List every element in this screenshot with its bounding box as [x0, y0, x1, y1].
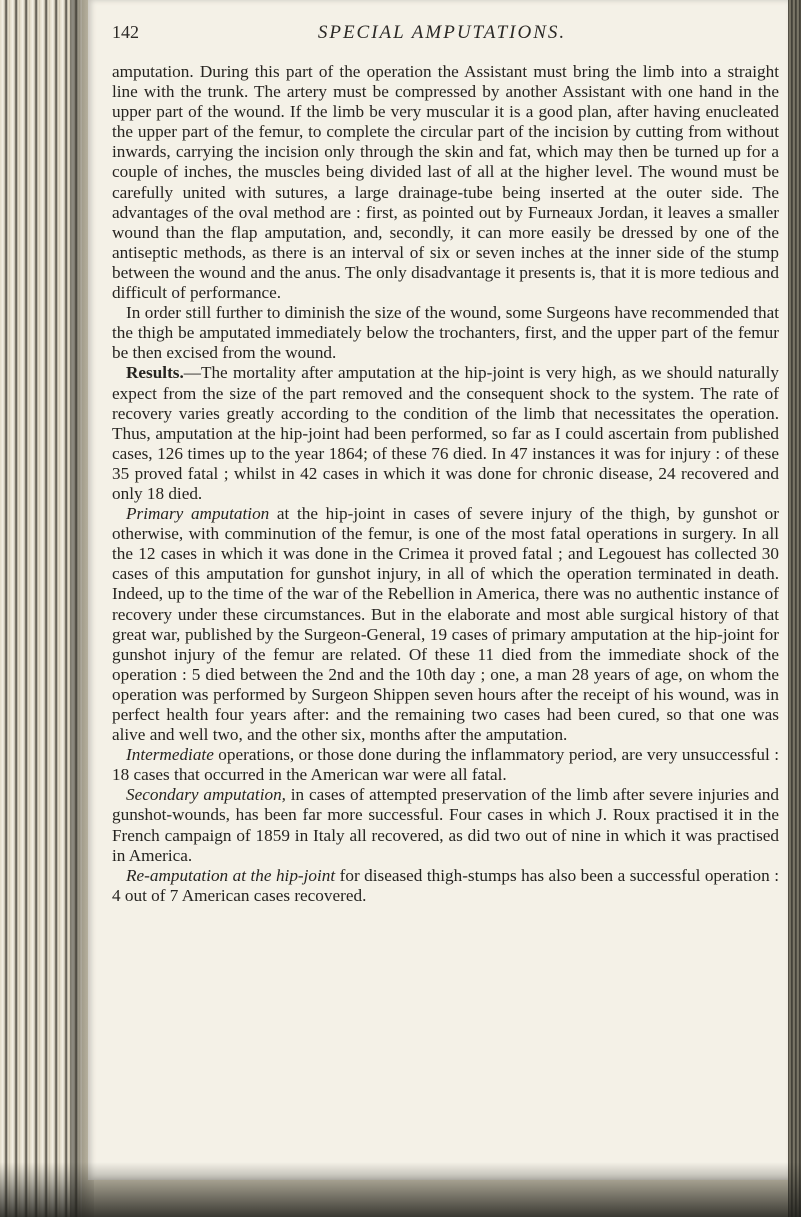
paragraph-text: amputation. During this part of the operation the Assistant must bring the limb into a straight line with the trunk. The artery must be compressed by another Assistant with one hand in the upper part of the wound. If the limb be very muscular it is a good plan, after having enucleated the upper part of the femur, to complete the circular part of the incision by cutting from without inwards, carrying the incision only through the skin and fat, which may then be turned up for a couple of inches, the muscles being divided last of all at the higher level. The wound must be carefully united with sutures, a large drainage-tube being inserted at the outer side. The advantages of the oval method are : first, as pointed out by Furneaux Jordan, it leaves a smaller wound than the flap amputation, and, secondly, it can more easily be dressed by one of the antiseptic methods, as there is an interval of six or seven inches at the inner side of the stump between the wound and the anus. The only disadvantage it presents is, that it is more tedious and difficult of performance.: [112, 62, 779, 303]
page-header: [112, 22, 772, 52]
section-heading: Results.: [126, 363, 184, 383]
paragraph: [112, 785, 779, 865]
paragraph: [112, 303, 779, 363]
paragraph-text: in cases of attempted preservation of the limb after severe injuries and gunshot-wounds, has been far more successful. Four cases in which J. Roux practised it in the French campaign of 1859 in Italy all recovered, as did two out of nine in which it was practised in America.: [112, 785, 779, 865]
paragraph-text: In order still further to diminish the size of the wound, some Surgeons have recommended that the thigh be amputated immediately below the trochanters, first, and the upper part of the femur be then excised from the wound.: [112, 303, 779, 363]
paragraph: [112, 745, 779, 785]
italic-lead: Re-amputation at the hip-joint: [126, 865, 336, 885]
italic-lead: Secondary amputation,: [126, 785, 286, 805]
page-edge: [788, 0, 801, 1217]
paragraph: [112, 504, 779, 745]
paragraph-text: operations, or those done during the inflammatory period, are very unsuccessful : 18 cases that occurred in the American war were all fatal.: [112, 745, 779, 785]
paragraph: [112, 866, 779, 906]
paragraph-text: —The mortality after amputation at the hip-joint is very high, as we should naturally expect from the size of the part removed and the consequent shock to the system. The rate of recovery varies greatly according to the condition of the limb that necessitates the operation. Thus, amputation at the hip-joint had been performed, so far as I could ascertain from published cases, 126 times up to the year 1864; of these 76 died. In 47 instances it was for injury : of these 35 proved fatal ; whilst in 42 cases in which it was done for chronic disease, 24 recovered and only 18 died.: [112, 363, 779, 503]
paragraph: [112, 363, 779, 504]
paragraph: [112, 62, 779, 303]
running-title: SPECIAL AMPUTATIONS.: [317, 22, 567, 43]
italic-lead: Primary amputation: [126, 504, 270, 524]
paragraph-text: at the hip-joint in cases of severe injury of the thigh, by gunshot or otherwise, with comminution of the femur, is one of the most fatal operations in surgery. In all the 12 cases in which it was done in the Crimea it proved fatal ; and Legouest has collected 30 cases of this amputation for gunshot injury, in all of which the operation terminated in death. Indeed, up to the time of the war of the Rebellion in America, there was no authentic instance of recovery under these circumstances. But in the elaborate and most able surgical history of that great war, published by the Surgeon-General, 19 cases of primary amputation at the hip-joint for gunshot injury of the femur are related. Of these 11 died from the immediate shock of the operation : 5 died between the 2nd and the 10th day ; one, a man 28 years of age, on whom the operation was performed by Surgeon Shippen seven hours after the receipt of his wound, was in perfect health four years after: and the remaining two cases had been cured, so that one was alive and well two, and the other six, months after the amputation.: [112, 504, 779, 745]
page-number: 142: [112, 22, 139, 42]
body-text: [112, 62, 779, 906]
bottom-shadow: [0, 1162, 801, 1217]
italic-lead: Intermediate: [126, 745, 214, 765]
paragraph-text: for diseased thigh-stumps has also been a successful operation : 4 out of 7 American cases recovered.: [112, 865, 780, 905]
